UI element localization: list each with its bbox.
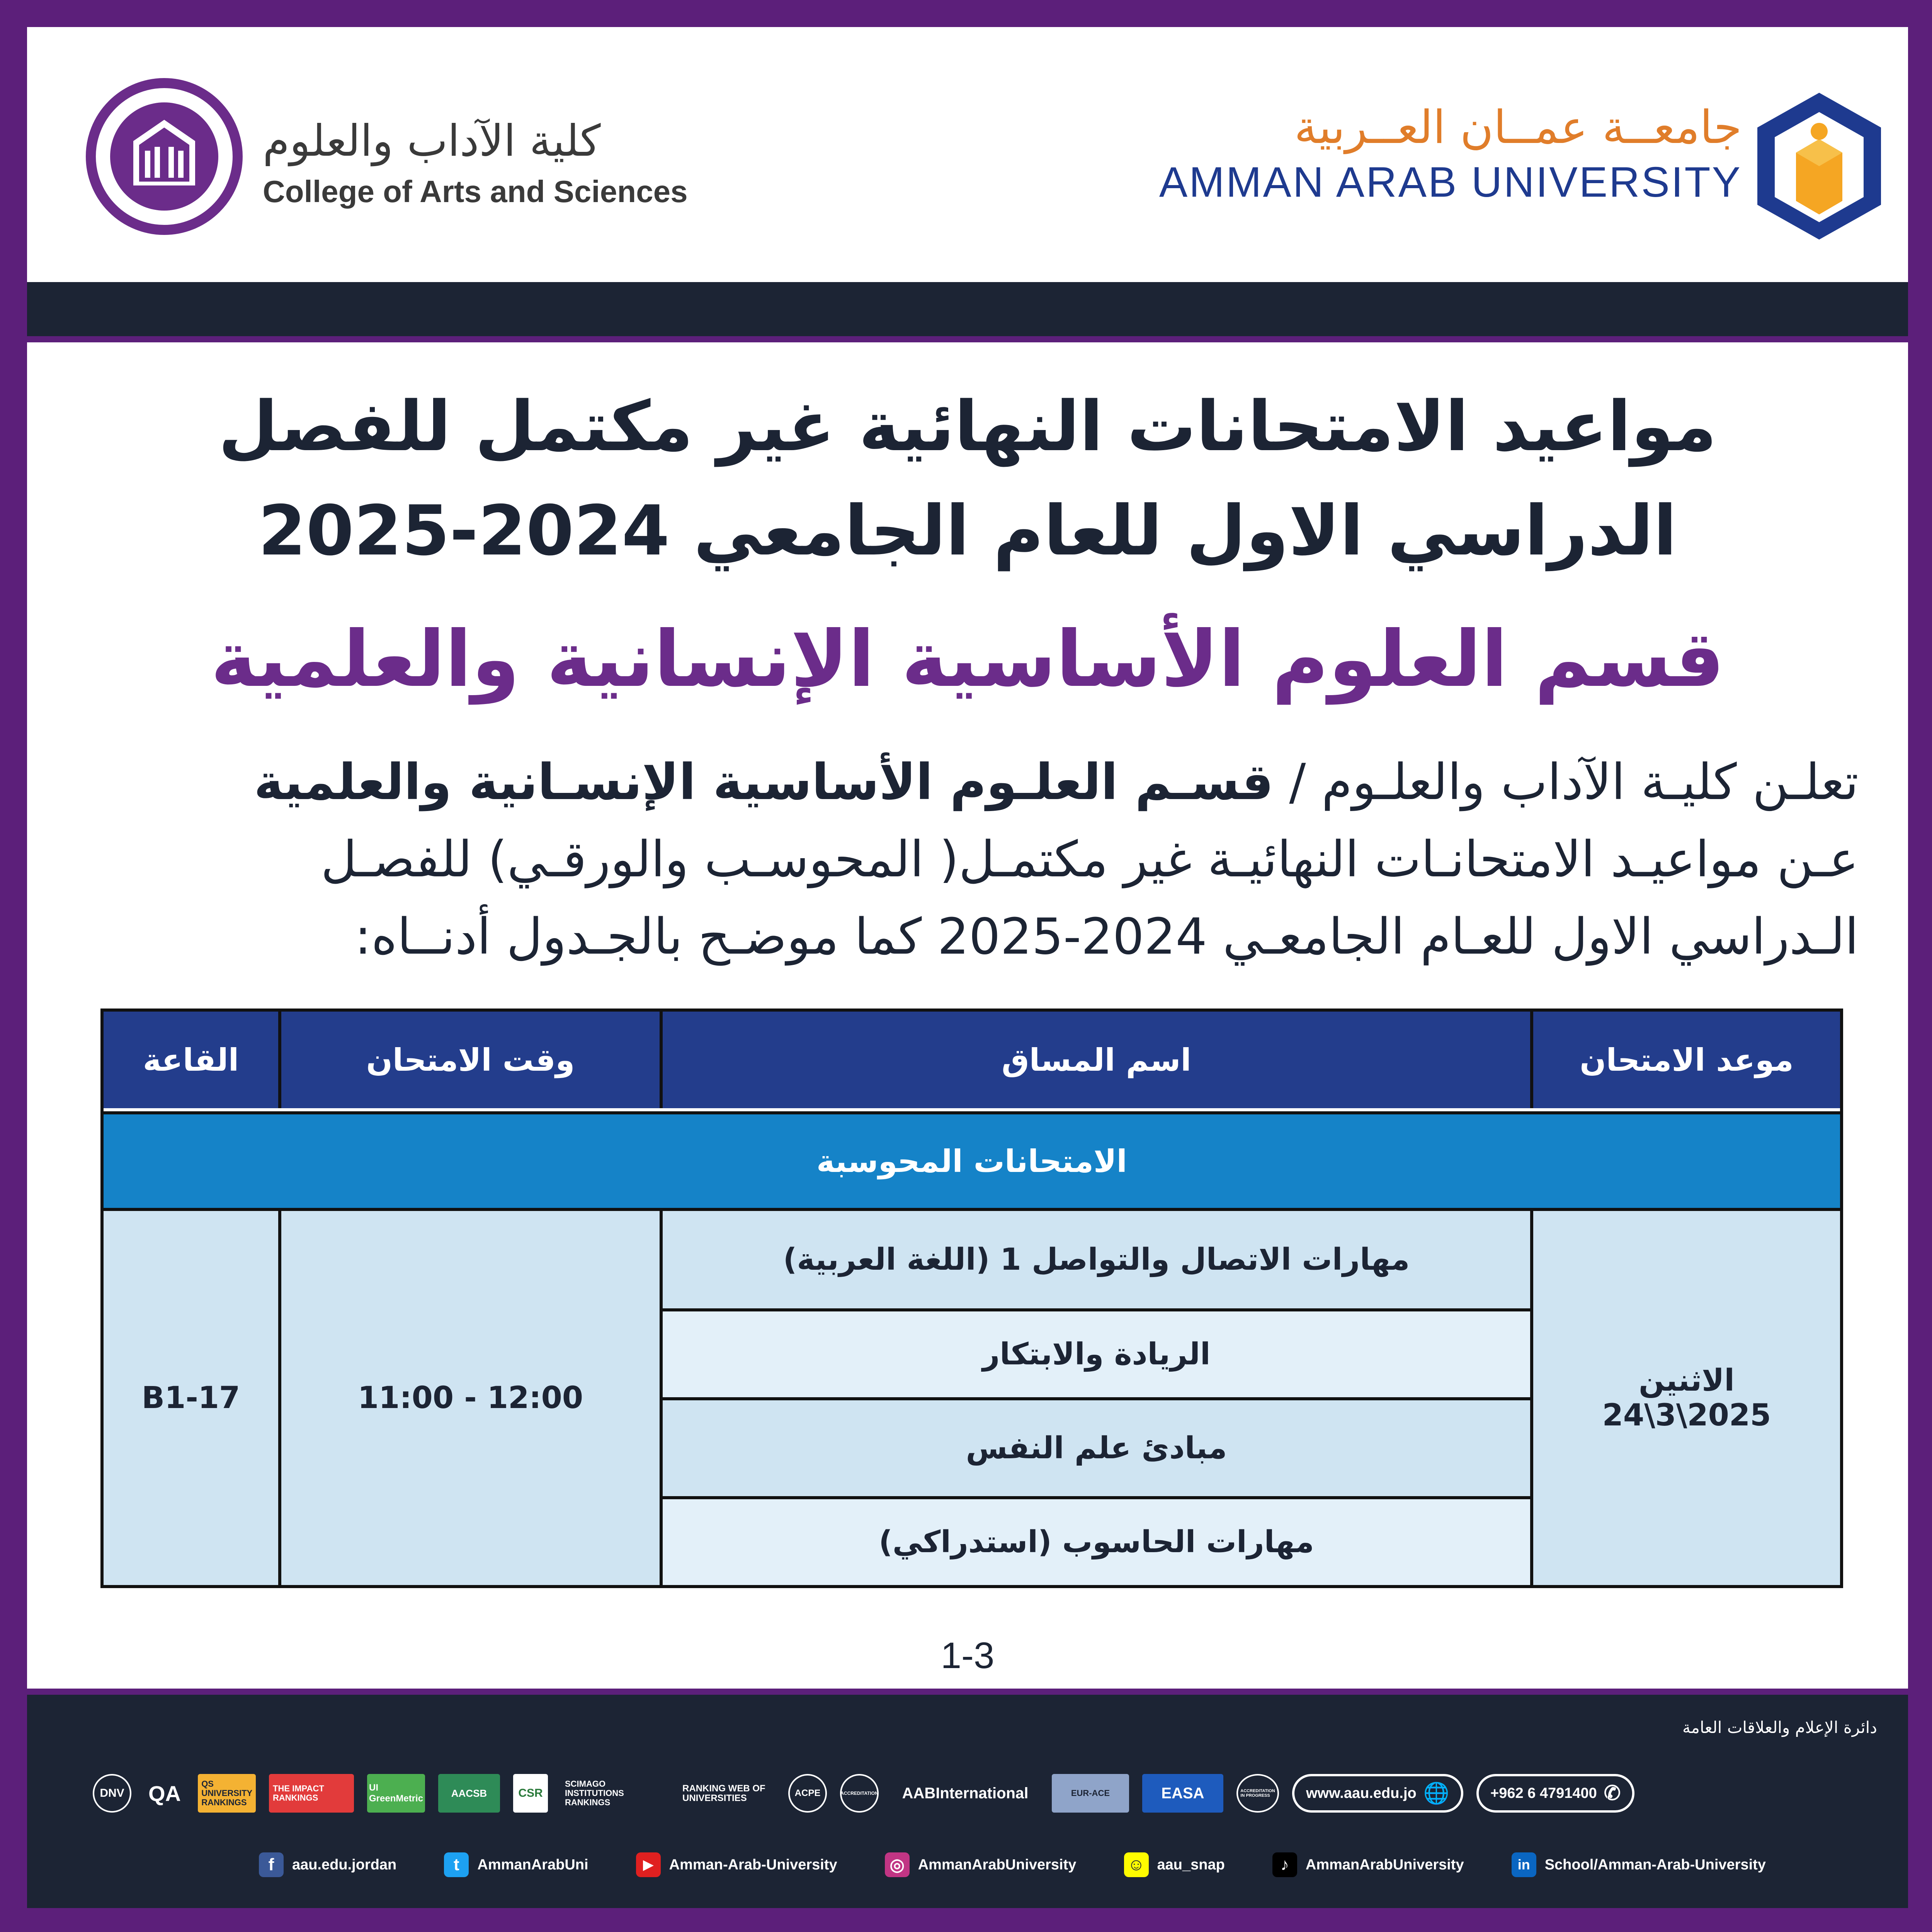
dnv-badge: DNV — [93, 1774, 131, 1813]
linkedin-link[interactable] — [1512, 1852, 1766, 1877]
youtube-handle[interactable]: Amman-Arab-University — [669, 1856, 837, 1873]
twitter-link[interactable] — [444, 1852, 588, 1877]
footer — [27, 1695, 1908, 1908]
phone-number[interactable]: +962 6 4791400 — [1490, 1785, 1597, 1801]
page-title-line-1: مواعيد الامتحانات النهائية غير مكتمل للفصل — [218, 386, 1717, 466]
exam-day: الاثنين — [1639, 1363, 1735, 1398]
accreditation-in-progress-badge: ACCREDITATION IN PROGRESS — [1236, 1774, 1279, 1813]
youtube-icon: ▶ — [636, 1852, 661, 1877]
acpe-badge: ACPE — [788, 1774, 827, 1813]
tiktok-link[interactable] — [1272, 1852, 1464, 1877]
instagram-link[interactable] — [885, 1852, 1077, 1877]
phone-pill[interactable] — [1476, 1774, 1634, 1813]
header-band — [27, 282, 1908, 336]
room-cell: B1-17 — [104, 1208, 281, 1585]
the-impact-rankings-badge: THE IMPACT RANKINGS — [269, 1774, 354, 1813]
website-pill[interactable] — [1292, 1774, 1463, 1813]
header-exam-date: موعد الامتحان — [1533, 1012, 1840, 1108]
twitter-handle[interactable]: AmmanArabUni — [477, 1856, 588, 1873]
university-logo-icon — [1753, 89, 1885, 243]
exam-time-cell: 11:00 - 12:00 — [281, 1208, 663, 1585]
footer-divider — [27, 1689, 1908, 1695]
snapchat-icon: ☺ — [1124, 1852, 1149, 1877]
intro-line-1 — [100, 753, 1859, 811]
instagram-icon: ◎ — [885, 1852, 910, 1877]
youtube-link[interactable] — [636, 1852, 837, 1877]
ui-greenmetric-badge: UI GreenMetric — [367, 1774, 425, 1813]
college-logo-icon — [81, 73, 247, 240]
accreditation-badges — [93, 1768, 1862, 1818]
intro-line-3: الـدراسي الاول للعـام الجامعـي 2024-2025 كما موضـح بالجـدول أدنــاه: — [354, 908, 1859, 966]
department-title: قسم العلوم الأساسية الإنسانية والعلمية — [211, 614, 1725, 704]
course-row-3: مبادئ علم النفس — [663, 1397, 1533, 1496]
course-row-2: الريادة والابتكار — [663, 1308, 1533, 1397]
snapchat-link[interactable] — [1124, 1852, 1225, 1877]
easa-badge: EASA — [1142, 1774, 1223, 1813]
facebook-icon: f — [259, 1852, 284, 1877]
website-url[interactable]: www.aau.edu.jo — [1306, 1785, 1417, 1801]
intro-department: قسـم العلـوم الأساسية الإنسـانية والعلمية — [254, 753, 1274, 811]
linkedin-icon: in — [1512, 1852, 1536, 1877]
tiktok-handle[interactable]: AmmanArabUniversity — [1305, 1856, 1464, 1873]
scimago-badge: SCIMAGO INSTITUTIONS RANKINGS — [565, 1779, 624, 1808]
section-computerized-exams: الامتحانات المحوسبة — [104, 1111, 1840, 1208]
ranking-web-badge: RANKING WEB OF UNIVERSITIES — [682, 1783, 765, 1803]
university-name-en: AMMAN ARAB UNIVERSITY — [1159, 158, 1742, 206]
header-divider — [27, 336, 1908, 342]
course-row-1: مهارات الاتصال والتواصل 1 (اللغة العربية) — [663, 1208, 1533, 1308]
globe-icon: 🌐 — [1423, 1781, 1449, 1805]
eur-ace-badge: EUR-ACE — [1052, 1774, 1129, 1813]
course-row-4: مهارات الحاسوب (استدراكي) — [663, 1496, 1533, 1585]
aacsb-badge: AACSB — [438, 1774, 500, 1813]
social-links — [259, 1845, 1766, 1884]
qs-rankings-badge: QS UNIVERSITY RANKINGS — [198, 1774, 256, 1813]
exam-date-cell — [1533, 1208, 1840, 1585]
intro-line-2: عـن مواعيـد الامتحانـات النهائيـة غير مكتمـل( المحوسـب والورقـي) للفصـل — [321, 831, 1859, 888]
linkedin-handle[interactable]: School/Amman-Arab-University — [1544, 1856, 1766, 1873]
facebook-link[interactable] — [259, 1852, 396, 1877]
facebook-handle[interactable]: aau.edu.jordan — [292, 1856, 397, 1873]
university-name-ar: جامعــة عمــان العــربية — [1294, 100, 1742, 154]
qa-badge: QA — [148, 1781, 181, 1806]
header-exam-time: وقت الامتحان — [281, 1012, 663, 1108]
header — [27, 27, 1908, 282]
exam-date: 24\3\2025 — [1602, 1398, 1771, 1433]
twitter-icon: t — [444, 1852, 469, 1877]
phone-icon: ✆ — [1604, 1782, 1621, 1804]
instagram-handle[interactable]: AmmanArabUniversity — [918, 1856, 1077, 1873]
aab-international-badge: AABInternational — [902, 1784, 1029, 1802]
exam-schedule-table — [100, 1009, 1843, 1588]
poster-frame — [27, 27, 1908, 1908]
snapchat-handle[interactable]: aau_snap — [1157, 1856, 1225, 1873]
accreditation-seal-badge: ACCREDITATION — [840, 1774, 879, 1813]
csr-badge: CSR — [513, 1774, 548, 1813]
page-title-line-2: الدراسي الاول للعام الجامعي 2024-2025 — [258, 491, 1677, 571]
college-name-ar: كلية الآداب والعلوم — [263, 116, 601, 166]
page-number: 1-3 — [940, 1635, 995, 1676]
college-name-en: College of Arts and Sciences — [263, 174, 688, 209]
footer-department: دائرة الإعلام والعلاقات العامة — [1682, 1718, 1877, 1737]
tiktok-icon: ♪ — [1272, 1852, 1297, 1877]
header-course-name: اسم المساق — [663, 1012, 1533, 1108]
header-room: القاعة — [104, 1012, 281, 1108]
intro-prefix: تعلـن كليـة الآداب والعلـوم / — [1273, 753, 1859, 811]
